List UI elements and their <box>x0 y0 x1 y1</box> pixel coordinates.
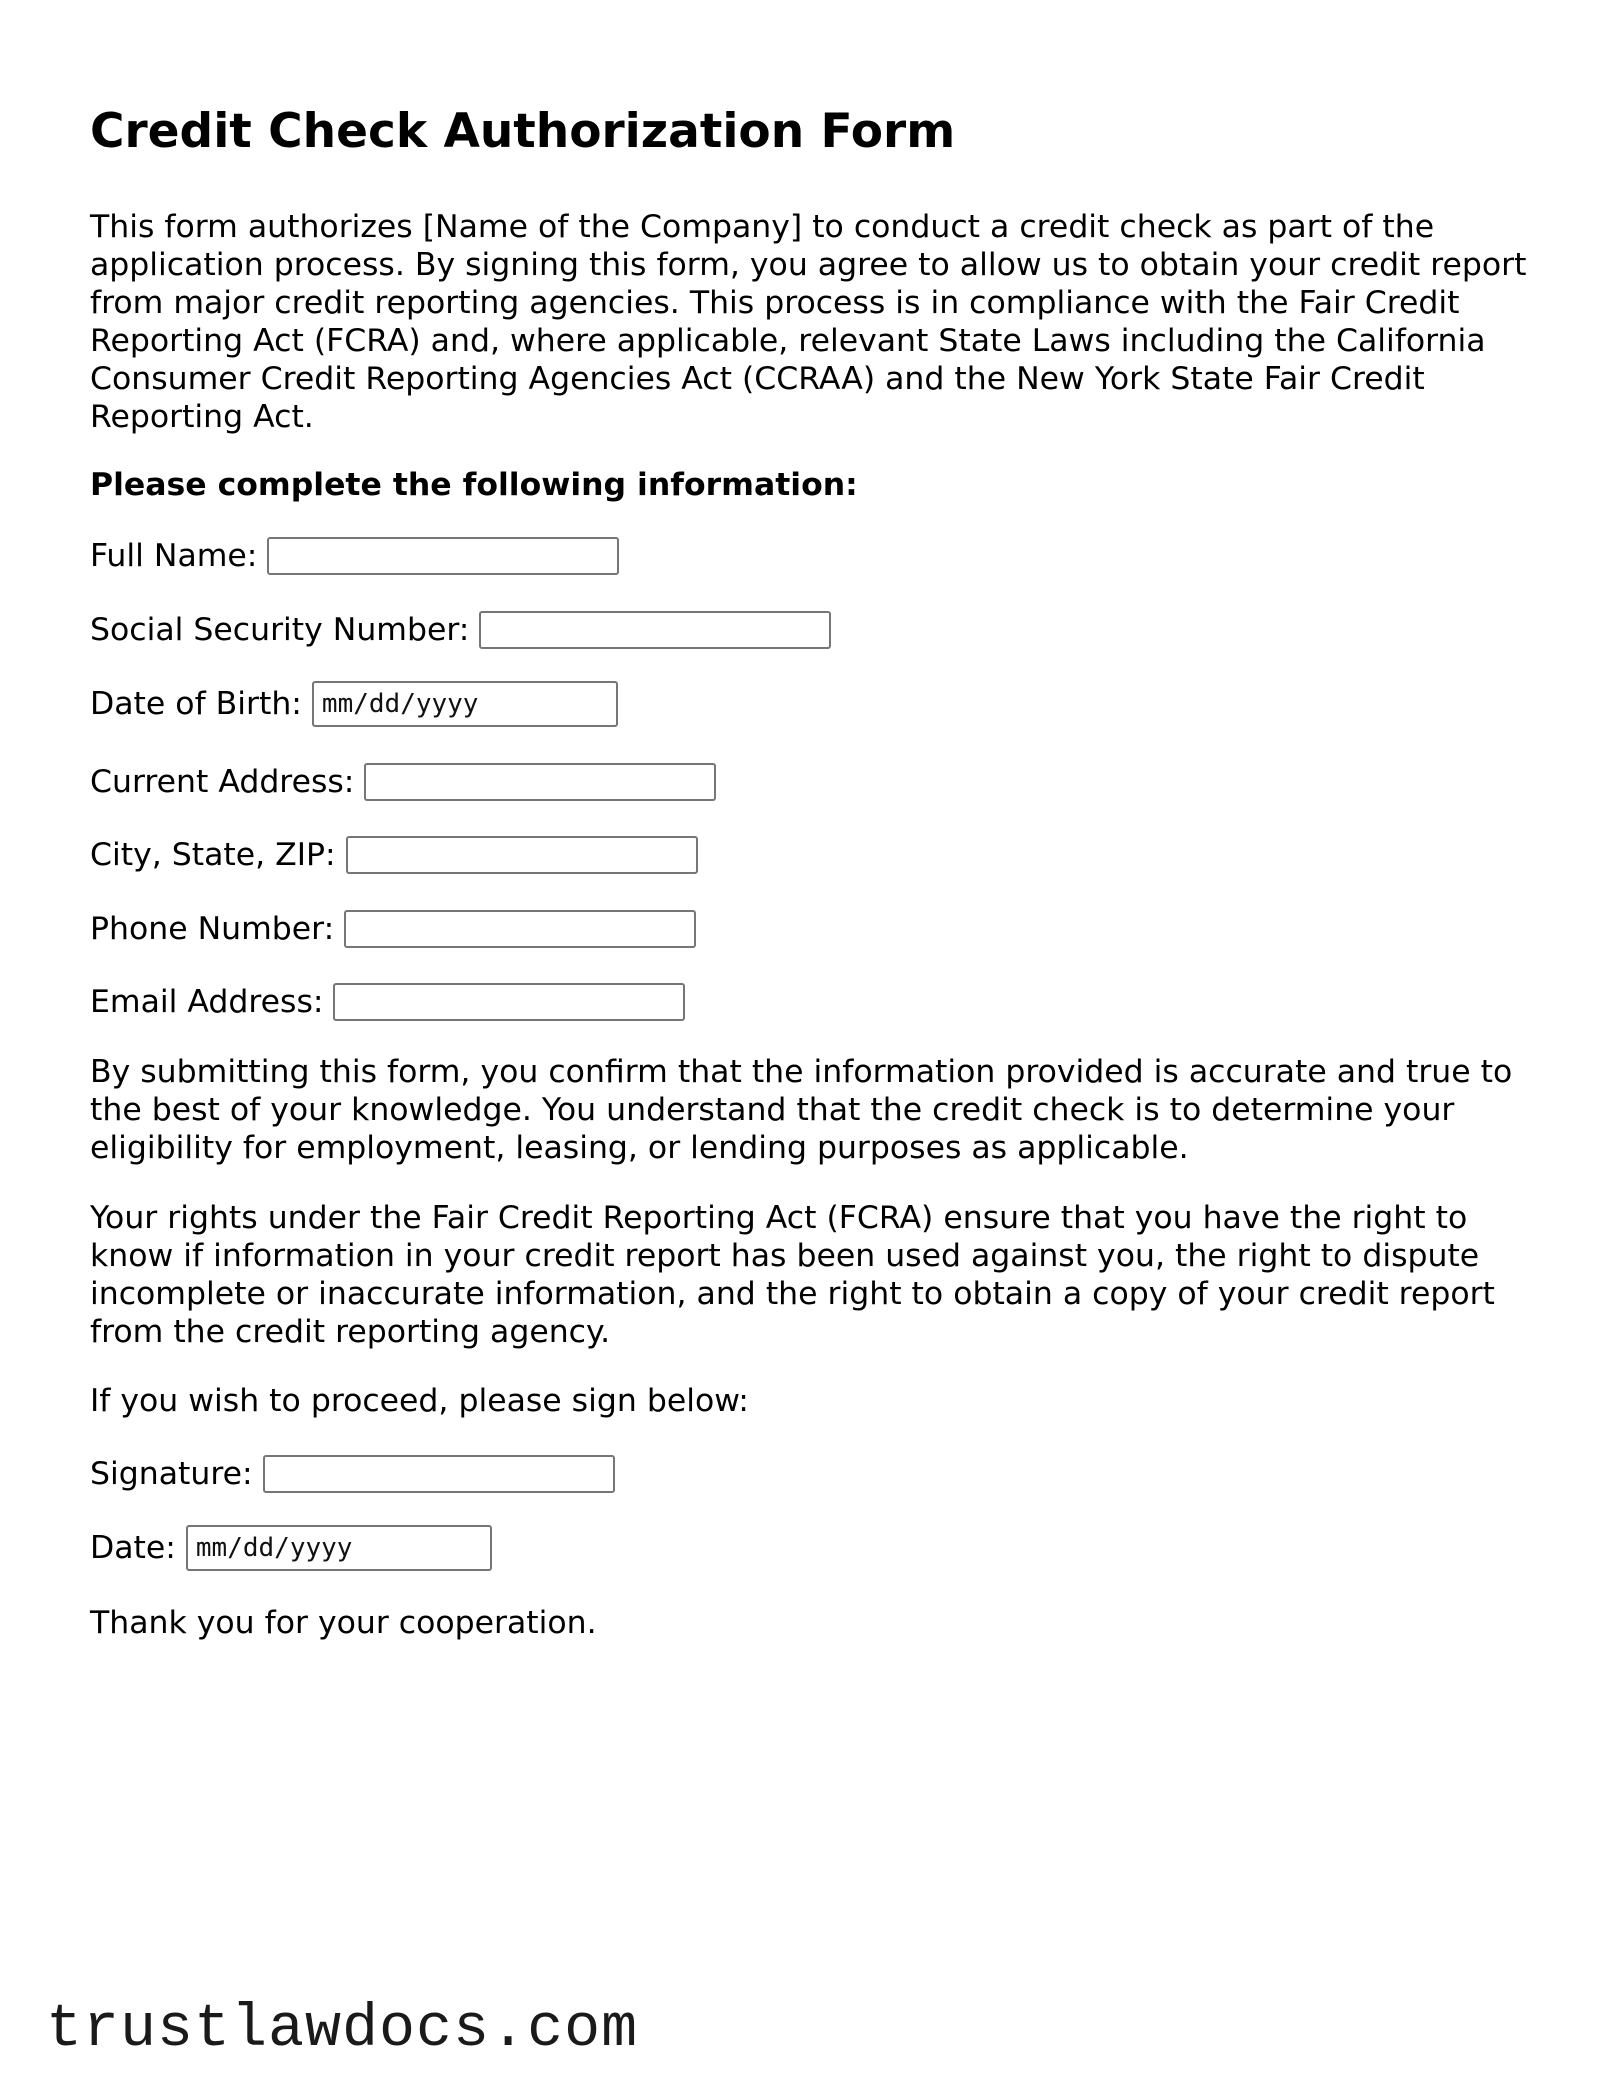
city-state-zip-row <box>90 832 698 878</box>
page-title: Credit Check Authorization Form <box>90 104 956 159</box>
signature-row <box>90 1451 615 1497</box>
ssn-input[interactable] <box>479 611 831 649</box>
email-row <box>90 979 685 1025</box>
date-row <box>90 1525 492 1571</box>
section-heading: Please complete the following information: <box>90 467 858 503</box>
dob-label: Date of Birth: <box>90 686 302 722</box>
address-label: Current Address: <box>90 764 355 800</box>
city-state-zip-input[interactable] <box>346 836 698 874</box>
address-row <box>90 759 716 805</box>
city-state-zip-label: City, State, ZIP: <box>90 837 336 873</box>
full-name-row <box>90 533 619 579</box>
full-name-input[interactable] <box>267 537 619 575</box>
thank-you-text: Thank you for your cooperation. <box>90 1605 597 1641</box>
phone-row <box>90 906 696 952</box>
signature-label: Signature: <box>90 1456 253 1492</box>
dob-date-input[interactable]: mm/dd/yyyy <box>312 681 618 727</box>
rights-paragraph: Your rights under the Fair Credit Reporting Act (FCRA) ensure that you have the right to know if information in your credit report has been used against you, the right to dispute incomplete or inaccurate information, and the right to obtain a copy of your credit report from the credit reporting agency. <box>90 1200 1495 1350</box>
confirmation-paragraph: By submitting this form, you confirm that the information provided is accurate and true to the best of your knowledge. You understand that the credit check is to determine your eligibility for employment, leasing, or lending purposes as applicable. <box>90 1054 1513 1166</box>
intro-paragraph: This form authorizes [Name of the Company] to conduct a credit check as part of the application process. By signing this form, you agree to allow us to obtain your credit report from major credit reporting agencies. This process is in compliance with the Fair Credit Reporting Act (FCRA) and, where applicable, relevant State Laws including the California Consumer Credit Reporting Agencies Act (CCRAA) and the New York State Fair Credit Reporting Act. <box>90 209 1527 435</box>
full-name-label: Full Name: <box>90 538 258 574</box>
ssn-row <box>90 607 831 653</box>
email-label: Email Address: <box>90 984 324 1020</box>
dob-row <box>90 681 618 727</box>
date-input[interactable]: mm/dd/yyyy <box>186 1525 492 1571</box>
phone-label: Phone Number: <box>90 911 335 947</box>
ssn-label: Social Security Number: <box>90 612 470 648</box>
phone-input[interactable] <box>344 910 696 948</box>
address-input[interactable] <box>364 763 716 801</box>
signature-input[interactable] <box>263 1455 615 1493</box>
watermark: trustlawdocs.com <box>46 1996 639 2064</box>
email-input[interactable] <box>333 983 685 1021</box>
proceed-text: If you wish to proceed, please sign below: <box>90 1383 749 1419</box>
date-label: Date: <box>90 1530 176 1566</box>
